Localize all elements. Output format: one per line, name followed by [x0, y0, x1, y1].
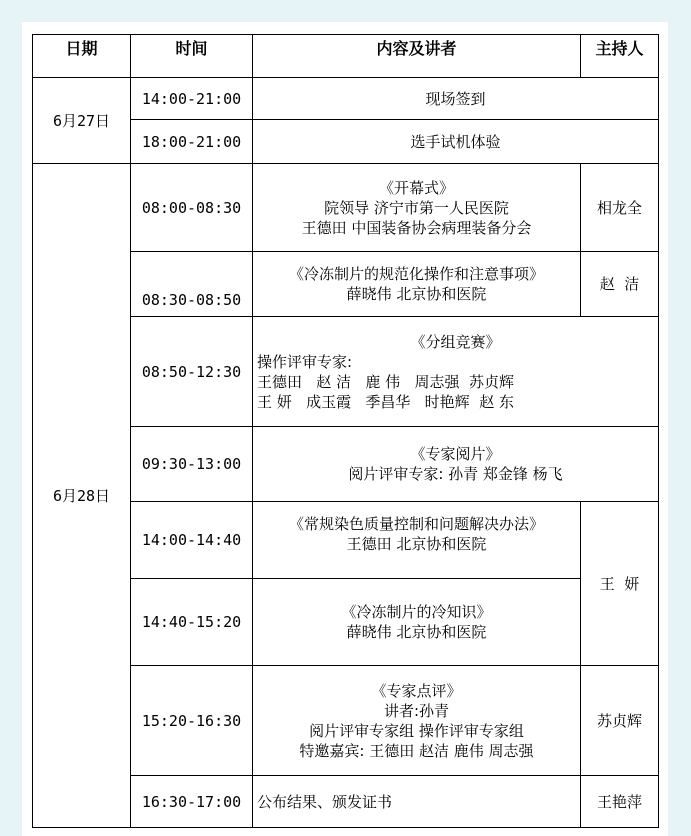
date-cell: 6月27日: [33, 78, 131, 164]
time-cell: 08:30-08:50: [131, 252, 253, 317]
host-cell: 苏贞辉: [581, 666, 659, 776]
header-content: 内容及讲者: [253, 35, 581, 78]
content-cell: 《开幕式》 院领导 济宁市第一人民医院 王德田 中国装备协会病理装备分会: [253, 164, 581, 252]
content-cell: 《分组竞赛》 操作评审专家: 王德田 赵 洁 鹿 伟 周志强 苏贞辉 王 妍 成玉霞 季昌华 时艳辉 赵 东: [253, 317, 659, 427]
content-cell: 现场签到: [253, 78, 659, 120]
header-date: 日期: [33, 35, 131, 78]
date-cell: 6月28日: [33, 164, 131, 828]
header-host: 主持人: [581, 35, 659, 78]
table-row: [33, 164, 659, 252]
time-cell: 08:00-08:30: [131, 164, 253, 252]
content-cell: 《专家点评》 讲者:孙青 阅片评审专家组 操作评审专家组 特邀嘉宾: 王德田 赵洁 鹿伟 周志强: [253, 666, 581, 776]
time-cell: 14:00-14:40: [131, 502, 253, 579]
content-cell: 《冷冻制片的规范化操作和注意事项》 薛晓伟 北京协和医院: [253, 252, 581, 317]
time-cell: 15:20-16:30: [131, 666, 253, 776]
content-cell: 《专家阅片》 阅片评审专家: 孙青 郑金锋 杨飞: [253, 427, 659, 502]
time-cell: 08:50-12:30: [131, 317, 253, 427]
schedule-table: [32, 34, 659, 828]
content-cell: 公布结果、颁发证书: [253, 776, 581, 828]
content-cell: 《冷冻制片的冷知识》 薛晓伟 北京协和医院: [253, 579, 581, 666]
time-cell: 14:40-15:20: [131, 579, 253, 666]
host-cell: 王 妍: [581, 502, 659, 666]
table-row: [33, 78, 659, 120]
content-cell: 《常规染色质量控制和问题解决办法》 王德田 北京协和医院: [253, 502, 581, 579]
time-cell: 16:30-17:00: [131, 776, 253, 828]
host-cell: 王艳萍: [581, 776, 659, 828]
table-header-row: [33, 35, 659, 78]
header-time: 时间: [131, 35, 253, 78]
time-cell: 09:30-13:00: [131, 427, 253, 502]
content-cell: 选手试机体验: [253, 120, 659, 164]
host-cell: 相龙全: [581, 164, 659, 252]
time-cell: 18:00-21:00: [131, 120, 253, 164]
time-cell: 14:00-21:00: [131, 78, 253, 120]
host-cell: 赵 洁: [581, 252, 659, 317]
document-page: [22, 22, 668, 836]
